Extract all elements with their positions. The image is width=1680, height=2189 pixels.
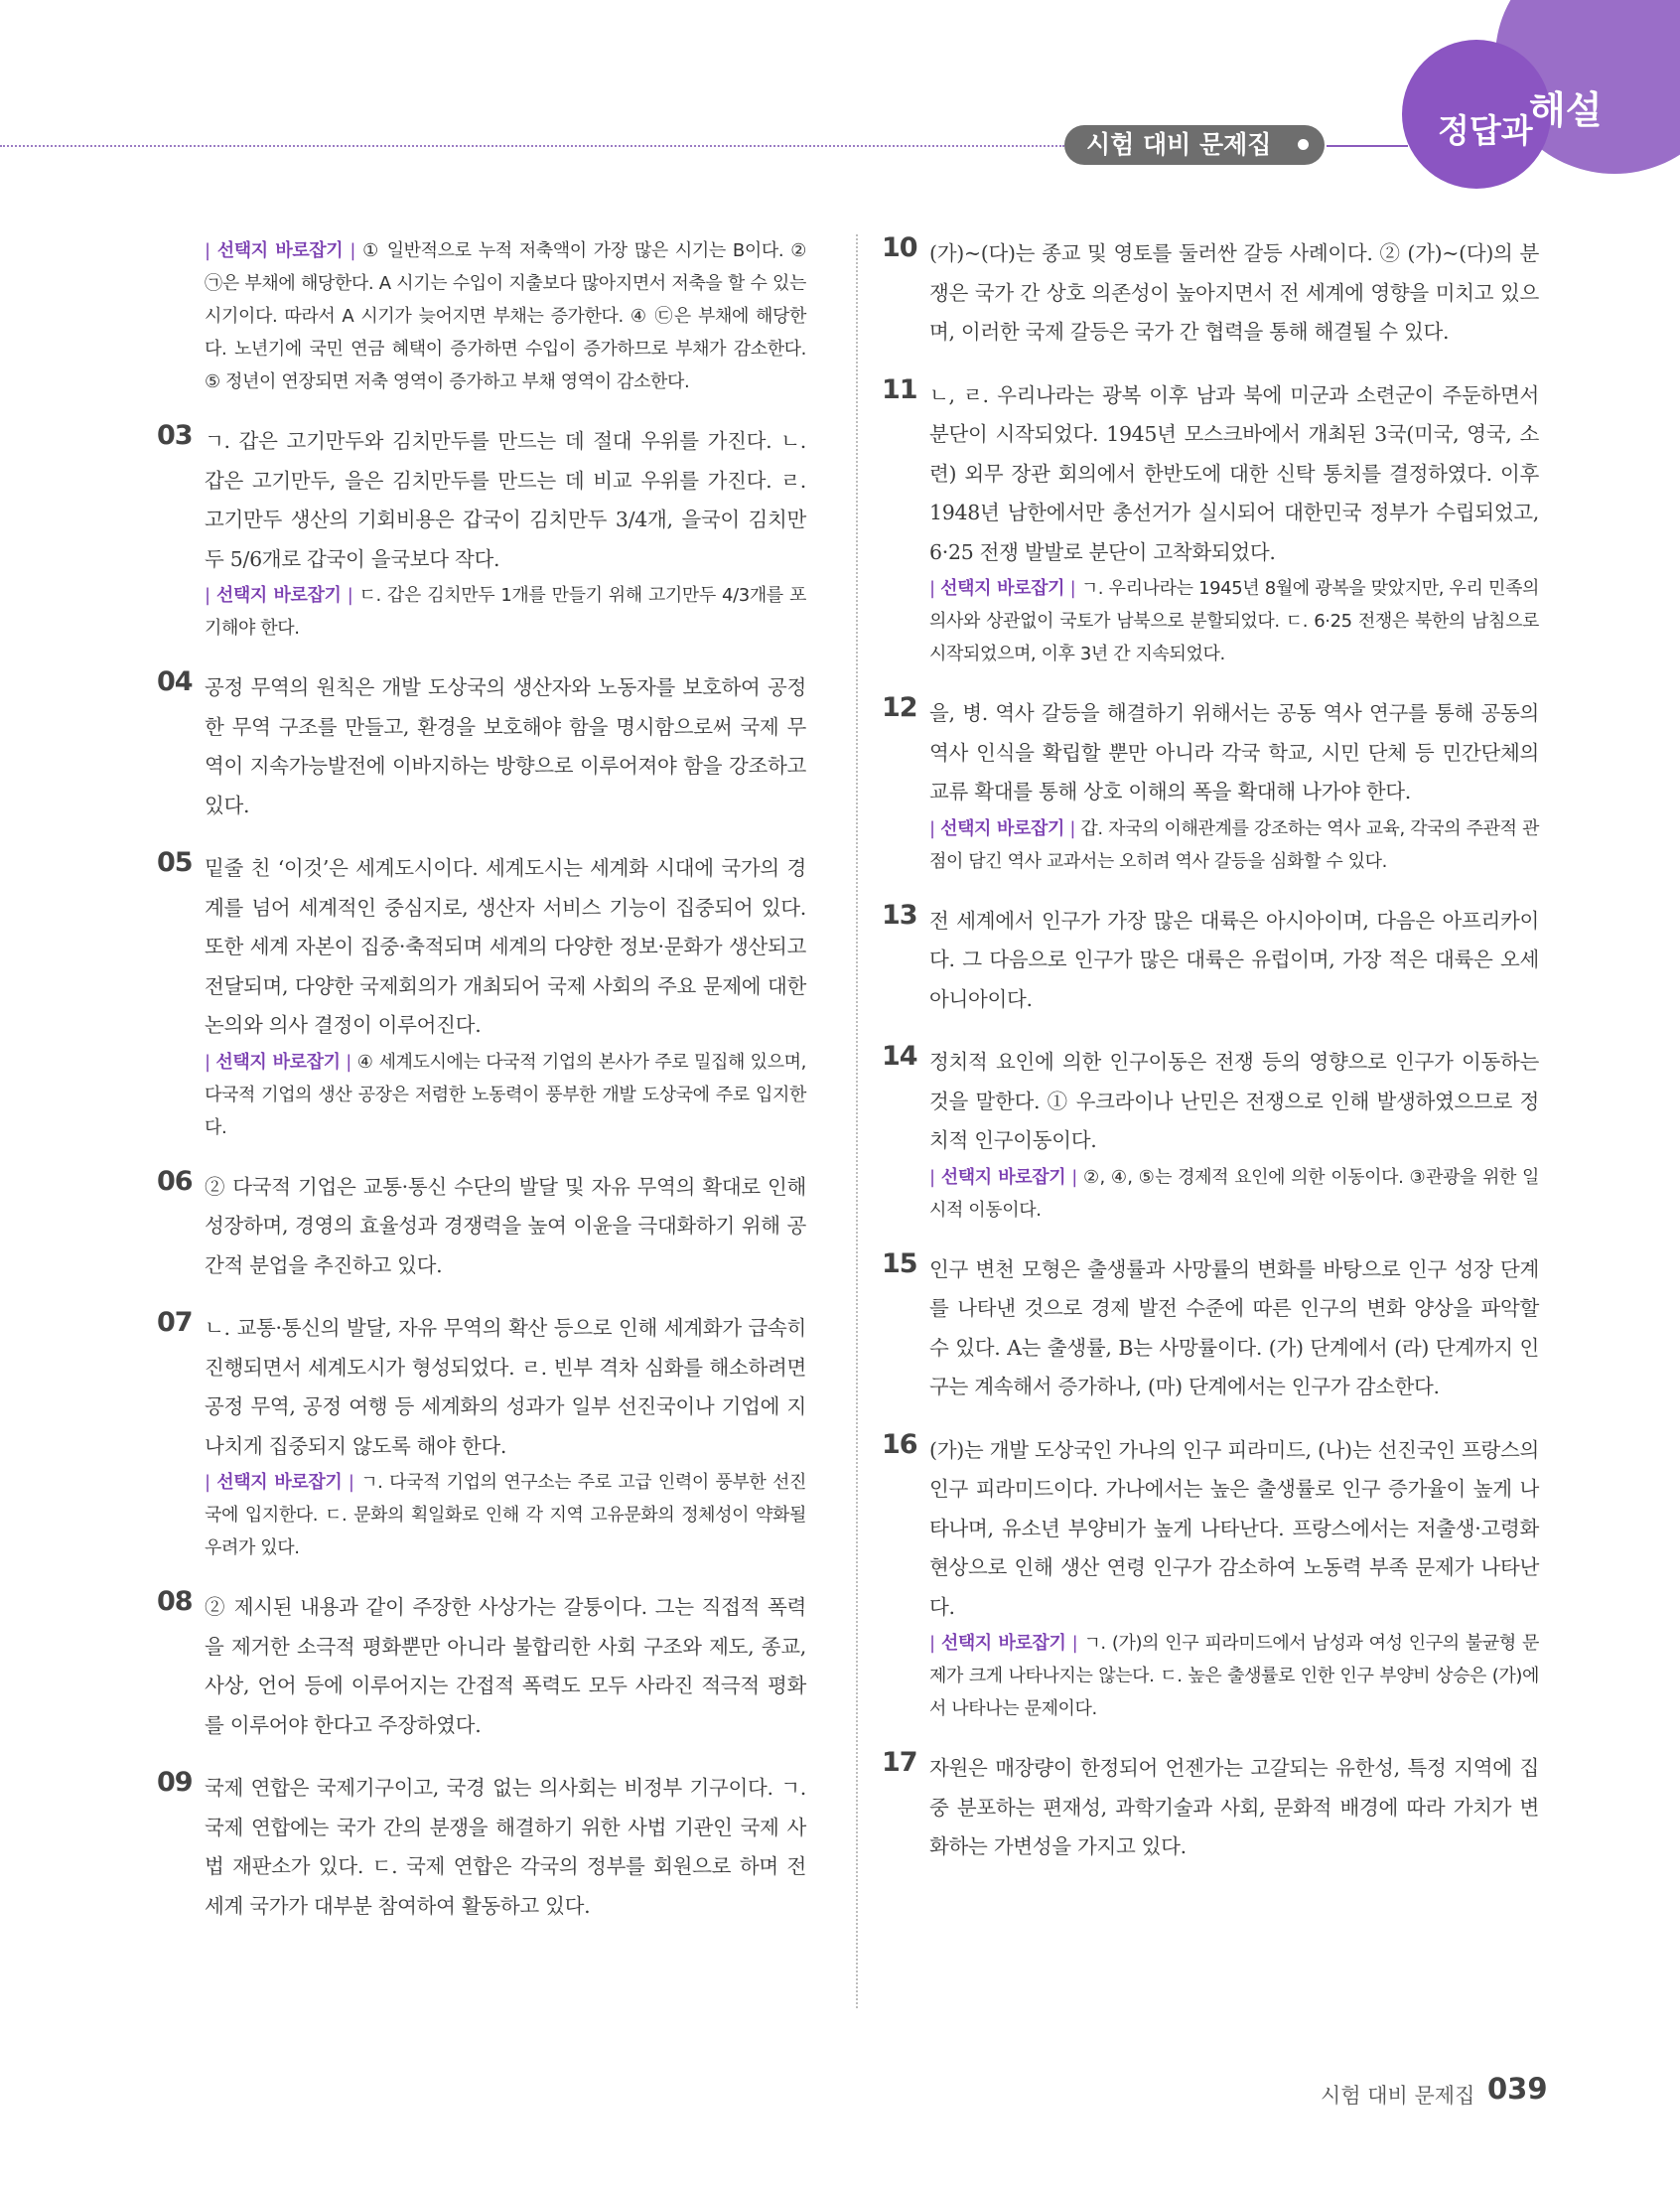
right-column — [882, 232, 1539, 1891]
answer-text: ㄱ. 갑은 고기만두와 김치만두를 만드는 데 절대 우위를 가진다. ㄴ. 갑은 고기만두, 을은 김치만두를 만드는 데 비교 우위를 가진다. ㄹ. 고기만두 생산의 기회비용은 갑국이 김치만두 3/4개, 을국이 김치만두 5/6개로 갑국이 을국보다 작다. — [205, 429, 806, 571]
note-tag: | 선택지 바로잡기 | — [929, 817, 1081, 839]
footer-label: 시험 대비 문제집 — [1321, 2084, 1475, 2108]
answer-note — [886, 1627, 1539, 1725]
answer-item-12 — [882, 692, 1539, 878]
answer-note — [161, 1466, 806, 1564]
answer-note — [161, 579, 806, 645]
answer-item-08 — [157, 1586, 806, 1745]
answer-number: 13 — [882, 899, 917, 931]
answer-number: 06 — [157, 1165, 193, 1197]
answer-text: (가)~(다)는 종교 및 영토를 둘러싼 갈등 사례이다. ② (가)~(다)의 분쟁은 국가 간 상호 의존성이 높아지면서 전 세계에 영향을 미치고 있으며, 이러한 국제 갈등은 국가 간 협력을 통해 해결될 수 있다. — [929, 241, 1539, 344]
answer-item-03 — [157, 420, 806, 645]
note-tag: | 선택지 바로잡기 | — [929, 1166, 1083, 1188]
answer-item-17 — [882, 1747, 1539, 1867]
left-column — [157, 234, 806, 1950]
note-text: ㄱ. 다국적 기업의 연구소는 주로 고급 인력이 풍부한 선진국에 입지한다. ㄷ. 문화의 획일화로 인해 각 지역 고유문화의 정체성이 약화될 우려가 있다. — [205, 1472, 806, 1558]
note-tag: | 선택지 바로잡기 | — [205, 1472, 361, 1493]
answer-number: 09 — [157, 1767, 193, 1798]
answer-item-11 — [882, 373, 1539, 671]
answer-item-13 — [882, 899, 1539, 1020]
note-text: 갑. 자국의 이해관계를 강조하는 역사 교육, 각국의 주관적 관점이 담긴 역사 교과서는 오히려 역사 갈등을 심화할 수 있다. — [929, 817, 1539, 872]
note-text: ① 일반적으로 누적 저축액이 가장 많은 시기는 B이다. ② ㉠은 부채에 해당한다. A 시기는 수입이 지출보다 많아지면서 저축을 할 수 있는 시기이다. 따라서 A 시기가 늦어지면 부채는 증가한다. ④ ㉢은 부채에 해당한다. 노년기에 국민 연금 혜택이 증가하면 수입이 증가하므로 부채가 감소한다. ⑤ 정년이 연장되면 저축 영역이 증가하고 부채 영역이 감소한다. — [205, 240, 806, 392]
header-dotted-rule — [0, 145, 1064, 147]
answer-item-07 — [157, 1307, 806, 1564]
answer-number: 16 — [882, 1428, 917, 1460]
book-title: 시험 대비 문제집 — [1086, 130, 1272, 159]
note-tag: | 선택지 바로잡기 | — [929, 1633, 1084, 1654]
note-tag: | 선택지 바로잡기 | — [205, 240, 363, 261]
answer-text: (가)는 개발 도상국인 가나의 인구 피라미드, (나)는 선진국인 프랑스의 인구 피라미드이다. 가나에서는 높은 출생률로 인구 증가율이 높게 나타나며, 유소년 부양비가 높게 나타난다. 프랑스에서는 저출생·고령화 현상으로 인해 생산 연령 인구가 감소하여 노동력 부족 문제가 나타난다. — [929, 1437, 1539, 1619]
answer-item-06 — [157, 1165, 806, 1286]
answer-text: 을, 병. 역사 갈등을 해결하기 위해서는 공동 역사 연구를 통해 공동의 역사 인식을 확립할 뿐만 아니라 각국 학교, 시민 단체 등 민간단체의 교류 확대를 통해 상호 이해의 폭을 확대해 나가야 한다. — [929, 701, 1539, 803]
answer-item-14 — [882, 1041, 1539, 1227]
answer-text: 인구 변천 모형은 출생률과 사망률의 변화를 바탕으로 인구 성장 단계를 나타낸 것으로 경제 발전 수준에 따른 인구의 변화 양상을 파악할 수 있다. A는 출생률, B는 사망률이다. (가) 단계에서 (라) 단계까지 인구는 계속해서 증가하나, (마) 단계에서는 인구가 감소한다. — [929, 1256, 1539, 1398]
answer-number: 05 — [157, 847, 193, 878]
answer-item-16 — [882, 1428, 1539, 1726]
answer-item-02-note — [161, 234, 806, 398]
answer-text: 밑줄 친 ‘이것’은 세계도시이다. 세계도시는 세계화 시대에 국가의 경계를 넘어 세계적인 중심지로, 생산자 서비스 기능이 집중되어 있다. 또한 세계 자본이 집중·축적되며 세계의 다양한 정보·문화가 생산되고 전달되며, 다양한 국제회의가 개최되어 국제 사회의 주요 문제에 대한 논의와 의사 결정이 이루어진다. — [205, 856, 806, 1037]
answer-number: 07 — [157, 1307, 193, 1338]
note-text: ②, ④, ⑤는 경제적 요인에 의한 이동이다. ③관광을 위한 일시적 이동이다. — [929, 1166, 1539, 1221]
answer-number: 12 — [882, 692, 917, 723]
answer-text: 공정 무역의 원칙은 개발 도상국의 생산자와 노동자를 보호하여 공정한 무역 구조를 만들고, 환경을 보호해야 함을 명시함으로써 국제 무역이 지속가능발전에 이바지하는 방향으로 이루어져야 함을 강조하고 있다. — [205, 675, 806, 817]
answer-item-15 — [882, 1247, 1539, 1407]
answer-number: 14 — [882, 1041, 917, 1072]
answer-number: 08 — [157, 1586, 193, 1617]
note-text: ④ 세계도시에는 다국적 기업의 본사가 주로 밀집해 있으며, 다국적 기업의 생산 공장은 저렴한 노동력이 풍부한 개발 도상국에 주로 입지한다. — [205, 1051, 806, 1138]
answer-text: 전 세계에서 인구가 가장 많은 대륙은 아시아이며, 다음은 아프리카이다. 그 다음으로 인구가 많은 대륙은 유럽이며, 가장 적은 대륙은 오세아니아이다. — [929, 908, 1539, 1011]
note-tag: | 선택지 바로잡기 | — [205, 1051, 357, 1073]
answer-text: ② 제시된 내용과 같이 주장한 사상가는 갈퉁이다. 그는 직접적 폭력을 제거한 소극적 평화뿐만 아니라 불합리한 사회 구조와 제도, 종교, 사상, 언어 등에 이루어지는 간접적 폭력도 모두 사라진 적극적 평화를 이루어야 한다고 주장하였다. — [205, 1595, 806, 1737]
answer-number: 15 — [882, 1247, 917, 1279]
answer-note — [886, 812, 1539, 878]
note-text: ㄱ. 우리나라는 1945년 8월에 광복을 맞았지만, 우리 민족의 의사와 상관없이 국토가 남북으로 분할되었다. ㄷ. 6·25 전쟁은 북한의 남침으로 시작되었으며, 이후 3년 간 지속되었다. — [929, 578, 1539, 664]
note-text: ㄷ. 갑은 김치만두 1개를 만들기 위해 고기만두 4/3개를 포기해야 한다. — [205, 585, 806, 639]
note-tag: | 선택지 바로잡기 | — [205, 585, 359, 606]
answer-note — [886, 572, 1539, 670]
answer-text: ㄴ. 교통·통신의 발달, 자유 무역의 확산 등으로 인해 세계화가 급속히 진행되면서 세계도시가 형성되었다. ㄹ. 빈부 격차 심화를 해소하려면 공정 무역, 공정 여행 등 세계화의 성과가 일부 선진국이나 기업에 지나치게 집중되지 않도록 해야 한다. — [205, 1316, 806, 1458]
answer-text: 정치적 요인에 의한 인구이동은 전쟁 등의 영향으로 인구가 이동하는 것을 말한다. ① 우크라이나 난민은 전쟁으로 인해 발생하였으므로 정치적 인구이동이다. — [929, 1050, 1539, 1152]
answer-text: ㄴ, ㄹ. 우리나라는 광복 이후 남과 북에 미군과 소련군이 주둔하면서 분단이 시작되었다. 1945년 모스크바에서 개최된 3국(미국, 영국, 소련) 외무 장관 회의에서 한반도에 대한 신탁 통치를 결정하였다. 이후 1948년 남한에서만 총선거가 실시되어 대한민국 정부가 수립되었고, 6·25 전쟁 발발로 분단이 고착화되었다. — [929, 382, 1539, 564]
note-tag: | 선택지 바로잡기 | — [929, 578, 1081, 599]
header-solid-rule — [1327, 145, 1408, 147]
answer-number: 11 — [882, 373, 917, 405]
answer-text: 자원은 매장량이 한정되어 언젠가는 고갈되는 유한성, 특정 지역에 집중 분포하는 편재성, 과학기술과 사회, 문화적 배경에 따라 가치가 변화하는 가변성을 가지고 있다. — [929, 1756, 1539, 1858]
page-number: 039 — [1487, 2072, 1548, 2106]
column-divider — [856, 234, 858, 2008]
answer-text: ② 다국적 기업은 교통·통신 수단의 발달 및 자유 무역의 확대로 인해 성장하며, 경영의 효율성과 경쟁력을 높여 이윤을 극대화하기 위해 공간적 분업을 추진하고 있다. — [205, 1174, 806, 1277]
section-badge-main: 정답과 — [1438, 111, 1533, 150]
bullet-dot — [1298, 139, 1309, 150]
answer-item-05 — [157, 847, 806, 1144]
answer-number: 04 — [157, 666, 193, 697]
answer-note — [161, 1046, 806, 1144]
section-badge-sub: 해설 — [1529, 88, 1603, 132]
answer-note — [886, 1161, 1539, 1227]
answer-number: 17 — [882, 1747, 917, 1778]
note-text: ㄱ. (가)의 인구 피라미드에서 남성과 여성 인구의 불균형 문제가 크게 나타나지는 않는다. ㄷ. 높은 출생률로 인한 인구 부양비 상승은 (가)에서 나타나는 문제이다. — [929, 1633, 1539, 1719]
answer-text: 국제 연합은 국제기구이고, 국경 없는 의사회는 비정부 기구이다. ㄱ. 국제 연합에는 국가 간의 분쟁을 해결하기 위한 사법 기관인 국제 사법 재판소가 있다. ㄷ. 국제 연합은 각국의 정부를 회원으로 하며 전 세계 국가가 대부분 참여하여 활동하고 있다. — [205, 1776, 806, 1918]
answer-item-10 — [882, 232, 1539, 353]
answer-item-09 — [157, 1767, 806, 1926]
answer-number: 03 — [157, 420, 193, 451]
answer-item-04 — [157, 666, 806, 825]
book-title-pill — [1064, 125, 1325, 165]
answer-number: 10 — [882, 232, 917, 263]
